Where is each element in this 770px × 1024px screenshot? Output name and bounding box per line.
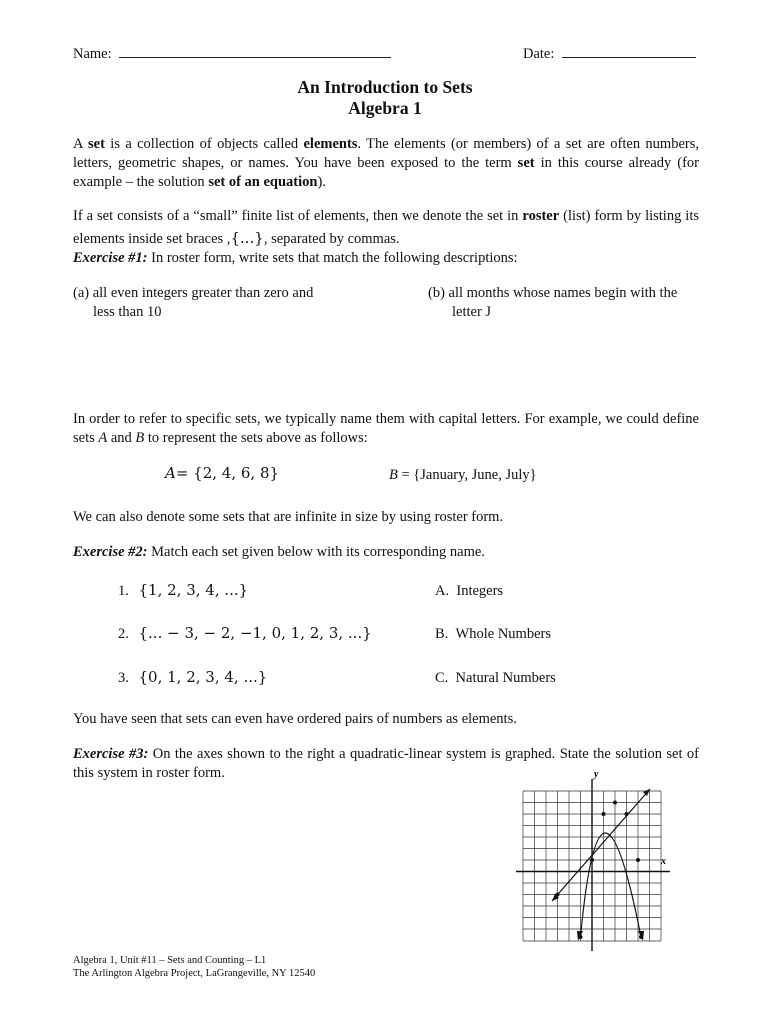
quadratic-linear-graph [510, 765, 685, 955]
exercise-1a: (a) all even integers greater than zero and less than 10 [73, 285, 314, 320]
x-axis-label: x [661, 856, 666, 867]
term-set: set [88, 136, 105, 152]
term-elements: elements [303, 136, 358, 152]
ordered-pairs-text: You have seen that sets can even have ordered pairs of numbers as elements. [73, 711, 517, 727]
naming-paragraph: In order to refer to specific sets, we typically name them with capital letters. For example, we could define sets A and B to represent the sets above as follows: [73, 411, 699, 446]
exercise-1-prompt: Exercise #1: In roster form, write sets that match the following descriptions: [73, 250, 518, 266]
roster-paragraph: If a set consists of a “small” finite list of elements, then we denote the set in roster (list) form by listing its elements inside set braces ,{...}, separated by commas. [73, 208, 699, 247]
set-braces: {...} [230, 229, 264, 247]
intro-paragraph: A set is a collection of objects called elements. The elements (or members) of a set are often numbers, letters, geometric shapes, or names. You have been exposed to the term set in this course already (for example – the solution set of an equation). [73, 136, 699, 190]
match-name-a: A. Integers [435, 583, 504, 599]
match-name-b: B. Whole Numbers [435, 626, 551, 642]
plotted-points [556, 801, 644, 940]
name-field[interactable] [73, 45, 391, 64]
exercise-1b: (b) all months whose names begin with the letter J [428, 285, 678, 320]
match-name-c: C. Natural Numbers [435, 670, 556, 686]
footer-course: Algebra 1, Unit #11 – Sets and Counting – L1 [73, 955, 267, 966]
name-label: Name: [73, 46, 112, 62]
footer-publisher: The Arlington Algebra Project, LaGrangeville, NY 12540 [73, 968, 316, 979]
set-b-definition: B = {January, June, July} [389, 467, 537, 483]
axes [516, 779, 670, 951]
match-set-2: 2. {... − 3, − 2, −1, 0, 1, 2, 3, ...} [118, 624, 372, 642]
exercise-2-label: Exercise #2: [73, 544, 148, 560]
date-field[interactable] [523, 45, 696, 64]
exercise-2-prompt: Exercise #2: Match each set given below with its corresponding name. [73, 544, 485, 560]
term-set-2: set [517, 155, 535, 171]
linear-graph [552, 789, 650, 901]
page-title: An Introduction to Sets [297, 77, 473, 97]
name-blank[interactable] [119, 56, 391, 58]
term-roster: roster [522, 208, 560, 224]
date-blank[interactable] [562, 56, 696, 58]
match-set-3: 3. {0, 1, 2, 3, 4, ...} [118, 668, 268, 686]
exercise-3-prompt: Exercise #3: On the axes shown to the right a quadratic-linear system is graphed. State the solution set of this system in roster form. [73, 746, 699, 781]
page-subtitle: Algebra 1 [348, 98, 422, 118]
exercise-1-label: Exercise #1: [73, 250, 148, 266]
y-axis-label: y [594, 769, 599, 780]
infinite-sets-text: We can also denote some sets that are infinite in size by using roster form. [73, 509, 504, 525]
set-a-definition: A= {2, 4, 6, 8} [165, 464, 280, 482]
date-label: Date: [523, 46, 555, 62]
exercise-3-label: Exercise #3: [73, 746, 149, 762]
match-set-1: 1. {1, 2, 3, 4, ...} [118, 581, 249, 599]
term-solution-set: set of an equation [208, 174, 318, 190]
